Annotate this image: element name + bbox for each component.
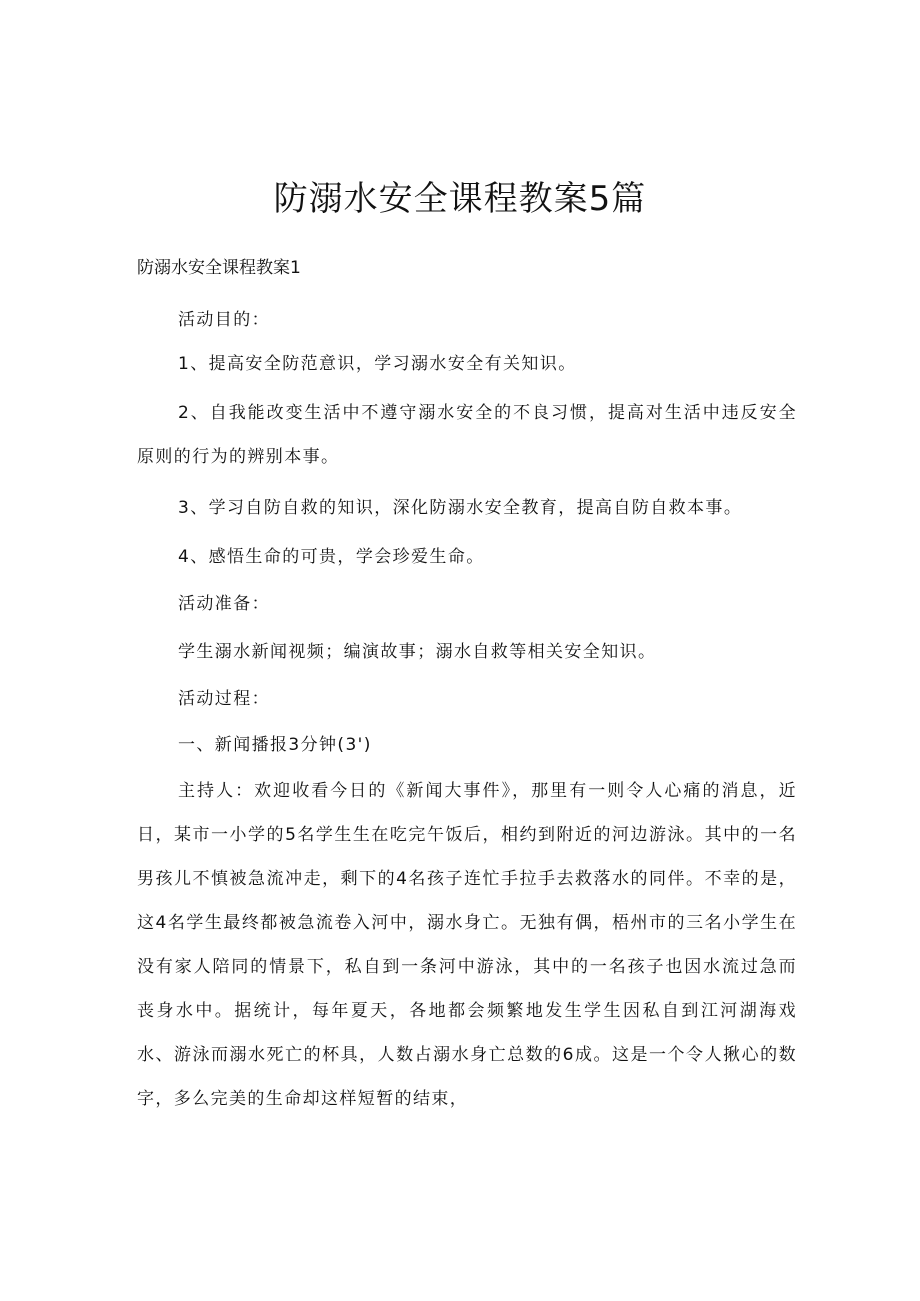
paragraph-host-speech: 主持人：欢迎收看今日的《新闻大事件》，那里有一则令人心痛的消息，近日，某市一小学的5名学生生在吃完午饭后，相约到附近的河边游泳。其中的一名男孩儿不慎被急流冲走，剩下的4名孩子连忙手拉手去救落水的同伴。不幸的是，这4名学生最终都被急流卷入河中，溺水身亡。无独有偶，梧州市的三名小学生在没有家人陪同的情景下，私自到一条河中游泳，其中的一名孩子也因水流过急而丧身水中。据统计，每年夏天，各地都会频繁地发生学生因私自到江河湖海戏水、游泳而溺水死亡的杯具，人数占溺水身亡总数的6成。这是一个令人揪心的数字，多么完美的生命却这样短暂的结束， xyxy=(137,781,797,1109)
section-heading: 防溺水安全课程教案1 xyxy=(137,258,301,278)
document-title: 防溺水安全课程教案5篇 xyxy=(273,178,647,219)
paragraph-objective-3: 3、学习自防自救的知识，深化防溺水安全教育，提高自防自救本事。 xyxy=(178,498,743,518)
paragraph-process-heading: 活动过程： xyxy=(178,689,270,709)
paragraph-objective-2: 2、自我能改变生活中不遵守溺水安全的不良习惯，提高对生活中违反安全原则的行为的辨别本事。 xyxy=(137,403,797,467)
paragraph-news-section: 一、新闻播报3分钟(3') xyxy=(178,735,372,755)
paragraph-objective-4: 4、感悟生命的可贵，学会珍爱生命。 xyxy=(178,547,485,567)
paragraph-objectives-heading: 活动目的： xyxy=(178,310,270,330)
paragraph-preparation-content: 学生溺水新闻视频；编演故事；溺水自救等相关安全知识。 xyxy=(178,642,657,662)
paragraph-objective-1: 1、提高安全防范意识，学习溺水安全有关知识。 xyxy=(178,354,577,374)
paragraph-preparation-heading: 活动准备： xyxy=(178,594,270,614)
